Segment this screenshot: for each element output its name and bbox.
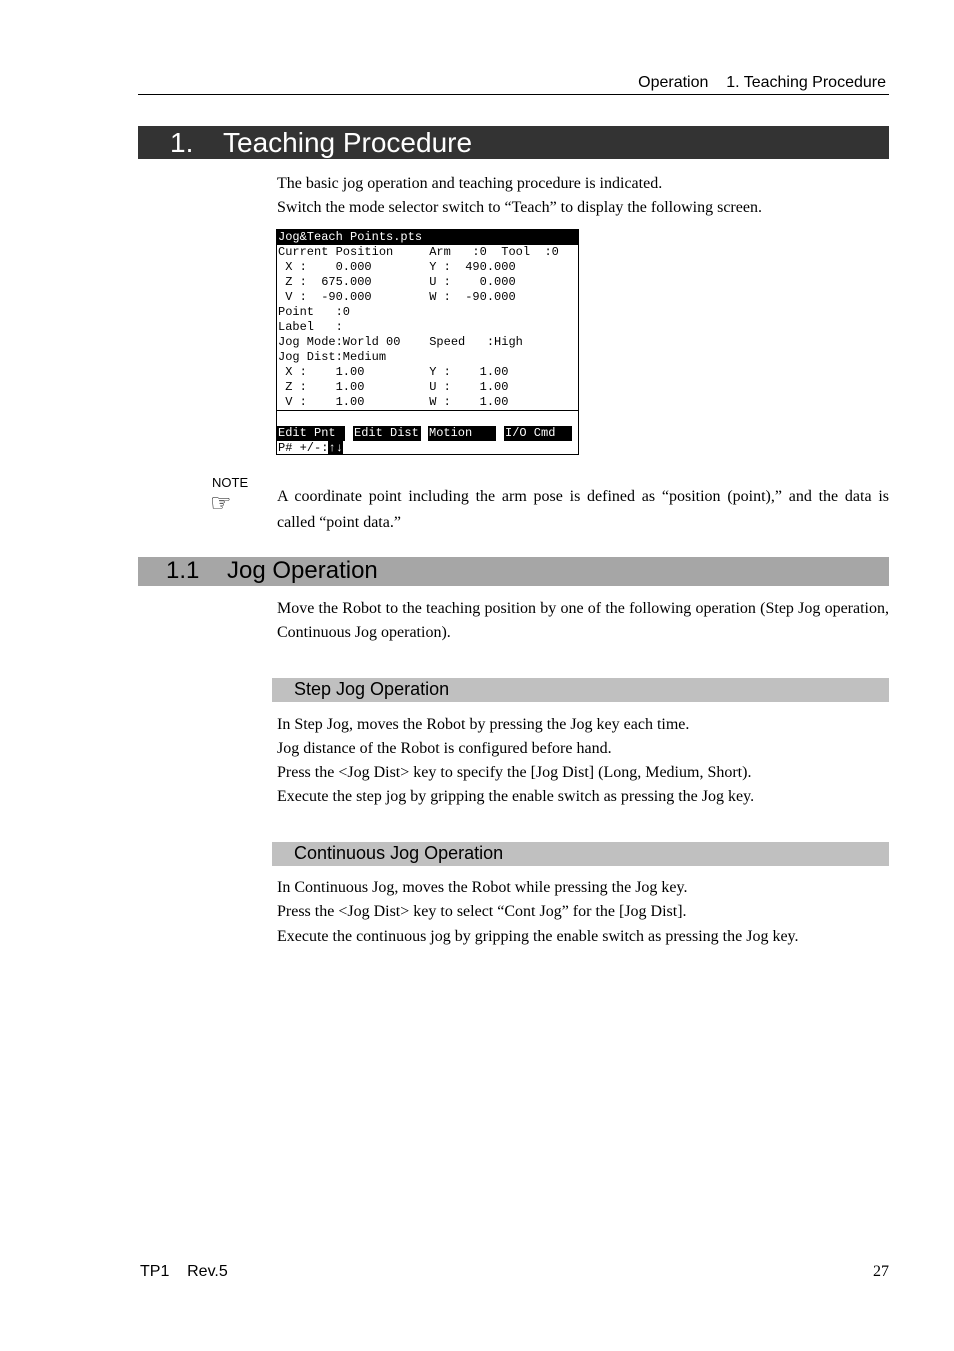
- step-jog-line: Execute the step jog by gripping the enable switch as pressing the Jog key.: [277, 788, 755, 805]
- point-prompt: [278, 441, 343, 456]
- motion-key[interactable]: Motion: [428, 426, 496, 441]
- footer-doc-id: TP1 Rev.5: [140, 1263, 228, 1280]
- screen-line: V : 1.00 W : 1.00: [278, 395, 509, 409]
- cont-jog-heading: [272, 842, 889, 866]
- io-cmd-key[interactable]: I/O Cmd: [504, 426, 572, 441]
- screen-divider: [277, 410, 578, 411]
- section-1-paragraph-1: The basic jog operation and teaching procedure is indicated.: [277, 175, 663, 192]
- screen-line: Current Position Arm :0 Tool :0: [278, 245, 559, 259]
- cont-jog-line: Execute the continuous jog by gripping the enable switch as pressing the Jog key.: [277, 928, 799, 945]
- screen-line: Z : 1.00 U : 1.00: [278, 380, 509, 394]
- note-text: A coordinate point including the arm pose is defined as “position (point),” and the data is called “point data.”: [277, 488, 889, 531]
- cont-jog-line: In Continuous Jog, moves the Robot while pressing the Jog key.: [277, 879, 688, 896]
- edit-pnt-key[interactable]: Edit Pnt: [277, 426, 345, 441]
- screen-title: Jog&Teach Points.pts: [277, 230, 578, 245]
- teach-pendant-screen: [276, 229, 579, 455]
- screen-line: Jog Dist:Medium: [278, 350, 387, 364]
- pointing-hand-icon: ☞: [210, 491, 232, 517]
- screen-line: X : 1.00 Y : 1.00: [278, 365, 509, 379]
- edit-dist-key[interactable]: Edit Dist: [353, 426, 421, 441]
- point-prompt-label: P# +/-:: [278, 441, 329, 455]
- section-1-paragraph-2: Switch the mode selector switch to “Teach” to display the following screen.: [277, 199, 762, 216]
- section-1-1-title: Jog Operation: [227, 557, 378, 584]
- section-1-1-intro: Move the Robot to the teaching position by one of the following operation (Step Jog operation, Continuous Jog operation).: [277, 600, 889, 641]
- page-number: 27: [873, 1263, 889, 1280]
- section-1-heading: [138, 126, 889, 159]
- screen-line: X : 0.000 Y : 490.000: [278, 260, 516, 274]
- screen-line: Label :: [278, 320, 343, 334]
- section-1-number: 1.: [170, 127, 194, 158]
- prompt-cursor: ↑↓: [328, 441, 343, 455]
- step-jog-line: Press the <Jog Dist> key to specify the [Jog Dist] (Long, Medium, Short).: [277, 764, 752, 781]
- step-jog-title: Step Jog Operation: [294, 679, 450, 699]
- section-1-title: Teaching Procedure: [223, 127, 473, 158]
- screen-line: Z : 675.000 U : 0.000: [278, 275, 516, 289]
- cont-jog-title: Continuous Jog Operation: [294, 843, 504, 863]
- section-1-1-heading: [138, 557, 889, 586]
- section-1-1-number: 1.1: [166, 557, 200, 584]
- step-jog-heading: [272, 678, 889, 702]
- header-rule: [138, 94, 889, 95]
- note-label: NOTE: [212, 475, 249, 490]
- cont-jog-line: Press the <Jog Dist> key to select “Cont Jog” for the [Jog Dist].: [277, 903, 687, 920]
- step-jog-line: Jog distance of the Robot is configured before hand.: [277, 740, 612, 757]
- step-jog-line: In Step Jog, moves the Robot by pressing the Jog key each time.: [277, 716, 690, 733]
- screen-line: V : -90.000 W : -90.000: [278, 290, 516, 304]
- screen-line: Jog Mode:World 00 Speed :High: [278, 335, 523, 349]
- running-head: Operation 1. Teaching Procedure: [638, 74, 886, 91]
- screen-line: Point :0: [278, 305, 351, 319]
